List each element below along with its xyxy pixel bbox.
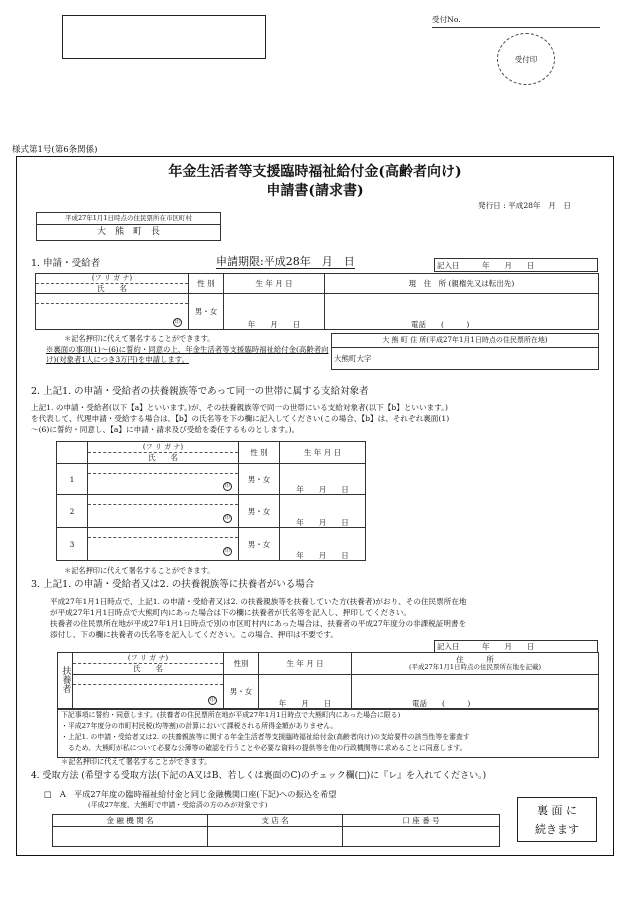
- seal-icon: 印: [174, 319, 180, 325]
- receipt-stamp-circle: [497, 33, 555, 85]
- table-row: [57, 464, 366, 495]
- section2-row3-furigana-input[interactable]: [88, 528, 238, 538]
- section3-pledge-line4: るため、大熊町が私について必要な公簿等の確認を行うことや必要な資料の提供等を他の行政機関等に求めることに同意します。: [61, 744, 467, 752]
- section3-body-line2: が平成27年1月1日時点で大熊町内にあった場合は下の欄に扶養者が氏名等を記入し、押印してください。: [50, 608, 411, 617]
- municipality-box: [36, 212, 221, 241]
- section3-entry-date: 記入日 年 月 日: [435, 641, 598, 653]
- section2-furigana: (フ リ ガ ナ): [88, 443, 238, 452]
- branch-input[interactable]: [208, 827, 343, 847]
- section1-furigana: (フ リ ガ ナ): [36, 274, 188, 283]
- bank-table: [52, 814, 500, 847]
- section2-row3-gender[interactable]: 男・女: [239, 528, 280, 561]
- section1-gender-header: 性 別: [189, 274, 224, 294]
- bank-name-header: 金 融 機 関 名: [53, 815, 208, 827]
- section2-row1-gender[interactable]: 男・女: [239, 464, 280, 495]
- section1-heading: 1. 申請・受給者: [31, 258, 101, 269]
- section1-deadline: 申請期限:平成28年 月 日: [216, 255, 355, 268]
- section3-body-line3: 扶養者の住民票所在地が平成27年1月1日時点で別の市区町村内にあった場合は、扶養者の平成27年度分の非課税証明書を: [50, 619, 467, 628]
- section2-row3-name-input[interactable]: [88, 538, 238, 556]
- section3-side-label: 扶養者: [58, 653, 73, 709]
- form-id: 様式第1号(第6条関係): [12, 145, 98, 155]
- section3-note: ＊記名押印に代えて署名することができます。: [61, 757, 212, 766]
- section1-name-input[interactable]: [36, 304, 188, 327]
- section1-resident-header: 大 熊 町 住 所(平成27年1月1日時点の住民票所在地): [332, 334, 599, 348]
- bank-name-input[interactable]: [53, 827, 208, 847]
- section1-name-header: 氏 名: [97, 283, 127, 293]
- section2-birth-header: 生 年 月 日: [280, 442, 366, 464]
- section3-body-line1: 平成27年1月1日時点で、上記1. の申請・受給者又は2. の扶養親族等を扶養していた方(扶養者)がおり、その住民票所在地: [50, 597, 467, 606]
- section1-address-header: 現 住 所 (親権先又は転出先): [325, 274, 599, 294]
- account-input[interactable]: [343, 827, 500, 847]
- section1-resident-table: [331, 333, 599, 370]
- section2-row3-no: 3: [57, 528, 88, 561]
- section3-birth-header: 生 年 月 日: [259, 653, 352, 675]
- section3-pledge-line1: 下記事項に誓約・同意します。(扶養者の住民票所在地が平成27年1月1日時点で大熊町内にあった場合に限る): [61, 711, 401, 719]
- section2-row2-gender[interactable]: 男・女: [239, 495, 280, 528]
- section2-body-line2: を代表して、代理申請・受給する場合は、【b】の氏名等を下の欄に記入してください(この場合、【b】は、それぞれ裏面(1): [31, 414, 450, 423]
- seal-icon: 印: [224, 515, 230, 521]
- section1-entry-date: 記入日 年 月 日: [435, 259, 598, 272]
- section2-row1-furigana-input[interactable]: [88, 464, 238, 474]
- section1-note-sign: ＊記名押印に代えて署名することができます。: [64, 334, 215, 343]
- section2-row3-birth[interactable]: 年 月 日: [280, 528, 366, 561]
- section2-table: [56, 441, 366, 561]
- receipt-stamp-label: 受付印: [514, 54, 538, 64]
- section2-body-line1: 上記1. の申請・受給者(以下【a】といいます。)が、その扶養親族等で同一の世帯にいる支給対象者(以下【b】といいます。): [31, 403, 448, 412]
- issue-date: 発行日 : 平成28年 月 日: [478, 201, 571, 210]
- seal-icon: 印: [224, 548, 230, 554]
- seal-icon: 印: [209, 697, 215, 703]
- municipality-label: 平成27年1月1日時点の住民票所在市区町村: [37, 213, 221, 225]
- section2-row2-furigana-input[interactable]: [88, 495, 238, 505]
- section3-address-header: 住 所: [456, 655, 494, 665]
- title-line1: 年金生活者等支援臨時福祉給付金(高齢者向け): [168, 164, 462, 180]
- section2-note: ＊記名押印に代えて署名することができます。: [64, 566, 215, 575]
- title-line2: 申請書(請求書): [266, 183, 364, 199]
- section3-gender-value[interactable]: 男・女: [224, 675, 259, 709]
- section1-note-pledge: ※裏面の事項(1)～(6)に誓約・同意の上、年金生活者等支援臨時福祉給付金(高齢者向け)(対象者1人につき3万円)を申請します。: [46, 345, 329, 364]
- section4-option-a-sub: (平成27年度、大熊町で申請・受給済の方のみが対象です): [88, 801, 268, 809]
- section2-name-header: 氏 名: [148, 452, 178, 462]
- section1-birth-value[interactable]: 年 月 日: [224, 294, 325, 330]
- top-blank-box: [62, 15, 266, 59]
- continue-line2: 続きます: [535, 823, 579, 836]
- receipt-no-label: 受付No.: [432, 15, 461, 24]
- section1-entry-date-box: [434, 258, 598, 272]
- section1-furigana-input[interactable]: [36, 294, 188, 304]
- section2-heading: 2. 上記1. の申請・受給者の扶養親族等であって同一の世帯に属する支給対象者: [31, 386, 369, 397]
- continue-line1: 裏 面 に: [537, 804, 577, 817]
- table-row: [57, 495, 366, 528]
- section2-row1-no: 1: [57, 464, 88, 495]
- section2-row2-name-input[interactable]: [88, 505, 238, 523]
- section2-body-line3: ～(6)に誓約・同意し、【a】に申請・請求及び受給を委任するものとします。)。: [31, 425, 300, 434]
- section3-body-line4: 添付し、下の欄に扶養者の氏名等を記入してください。この場合、押印は不要です。: [50, 630, 338, 639]
- section3-heading: 3. 上記1. の申請・受給者又は2. の扶養親族等に扶養者がいる場合: [31, 579, 315, 590]
- section3-address-sub: (平成27年1月1日時点の住民票所在地を記載): [408, 663, 542, 672]
- section2-row1-birth[interactable]: 年 月 日: [280, 464, 366, 495]
- section1-resident-value[interactable]: 大熊町大字: [332, 348, 599, 370]
- account-header: 口 座 番 号: [343, 815, 500, 827]
- section3-name-input[interactable]: [73, 685, 223, 705]
- receipt-no-line: [432, 27, 600, 28]
- section3-furigana: (フ リ ガ ナ): [73, 654, 223, 663]
- section2-row2-birth[interactable]: 年 月 日: [280, 495, 366, 528]
- section1-phone: 電話 ( ): [411, 320, 470, 329]
- section4-option-a[interactable]: □ A 平成27年度の臨時福祉給付金と同じ金融機関口座(下記)への振込を希望: [44, 789, 337, 799]
- section3-name-header: 氏 名: [133, 663, 163, 673]
- section1-birth-header: 生 年 月 日: [224, 274, 325, 294]
- branch-header: 支 店 名: [208, 815, 343, 827]
- section3-address-input[interactable]: [352, 675, 599, 709]
- section3-furigana-input[interactable]: [73, 675, 223, 685]
- section4-heading: 4. 受取方法 (希望する受取方法(下記のA又はB、若しくは裏面のC)のチェック欄(□)に『レ』を入れてください。): [31, 771, 487, 781]
- section3-table: [57, 652, 599, 709]
- section3-pledge-line2: ・平成27年度分の市町村民税(均等割)の計算において課税される所得金額がありません。: [61, 722, 338, 730]
- section1-table: [35, 273, 599, 330]
- section3-gender-header: 性別: [224, 653, 259, 675]
- municipality-name: 大 熊 町 長: [37, 225, 221, 241]
- section3-phone: 電話 ( ): [412, 699, 471, 708]
- section2-row1-name-input[interactable]: [88, 474, 238, 491]
- section2-row2-no: 2: [57, 495, 88, 528]
- continue-box: [517, 797, 597, 842]
- table-row: [57, 528, 366, 561]
- seal-icon: 印: [224, 483, 230, 489]
- section1-gender-value[interactable]: 男・女: [189, 294, 224, 330]
- section3-birth-value[interactable]: 年 月 日: [259, 675, 352, 709]
- section2-gender-header: 性 別: [239, 442, 280, 464]
- section3-pledge-line3: ・上記1. の申請・受給者又は2. の扶養親族等に関する年金生活者等支援臨時福祉給付金(高齢者向け)の支給要件の該当性等を審査す: [61, 733, 470, 741]
- section1-address-input[interactable]: [325, 294, 599, 330]
